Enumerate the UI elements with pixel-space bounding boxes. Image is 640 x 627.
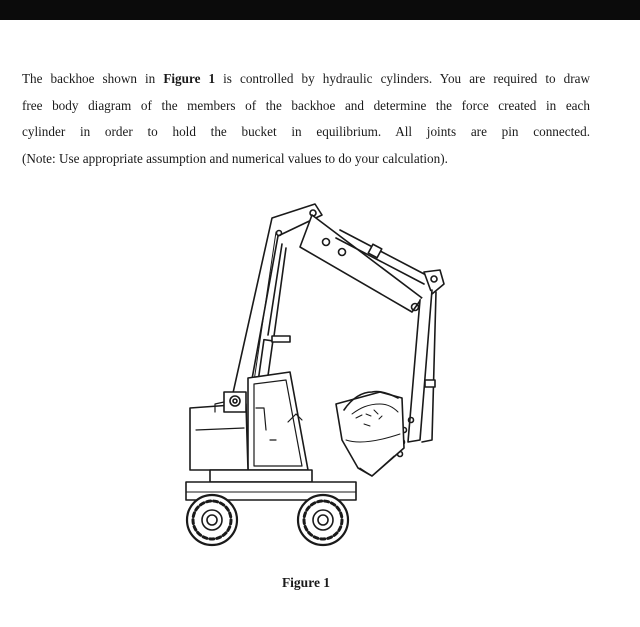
engine-housing [190, 392, 248, 470]
figure-caption: Figure 1 [281, 575, 331, 590]
top-black-bar [0, 0, 640, 20]
problem-line-1: The backhoe shown in Figure 1 is controlled by hydraulic cylinders. You are required to draw [22, 71, 590, 86]
rear-wheel [298, 495, 348, 545]
problem-line-3: cylinder in order to hold the bucket in equilibrium. All joints are pin connected. [22, 124, 590, 139]
front-wheel [187, 495, 237, 545]
cab [248, 372, 308, 470]
figure-reference: Figure 1 [163, 71, 216, 86]
turntable [210, 470, 312, 482]
backhoe-figure [160, 196, 460, 566]
bucket [336, 391, 404, 476]
problem-line-2: free body diagram of the members of the backhoe and determine the force created in each [22, 97, 590, 113]
problem-statement [22, 66, 590, 172]
problem-line-4: (Note: Use appropriate assumption and numerical values to do your calculation). [22, 150, 448, 166]
